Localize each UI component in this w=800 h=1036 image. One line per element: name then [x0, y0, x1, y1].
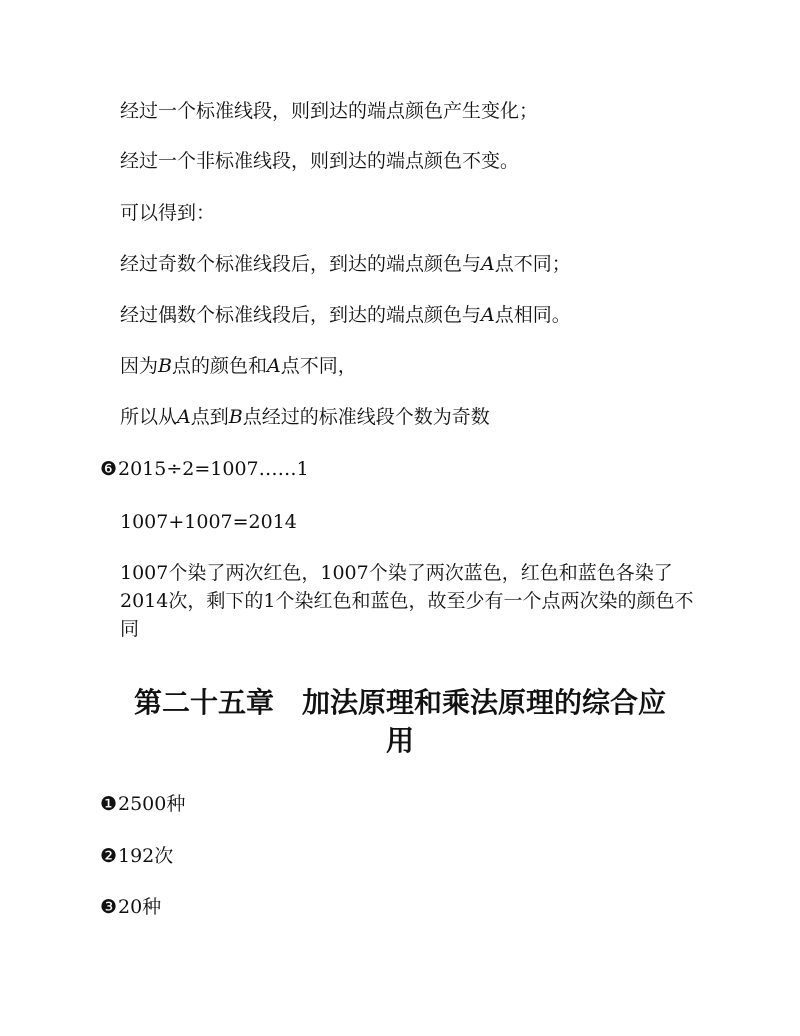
text-content: 点到 — [190, 406, 229, 428]
text-line — [120, 200, 215, 226]
text-content: 因为 — [120, 355, 159, 377]
text-content: 经过偶数个标准线段后，到达的端点颜色与 — [120, 304, 482, 326]
circled-number-marker: ❻ — [100, 458, 118, 480]
text-line — [120, 509, 297, 535]
text-content: 1007个染了两次红色，1007个染了两次蓝色，红色和蓝色各染了 — [120, 562, 673, 584]
text-content: 可以得到： — [120, 202, 216, 224]
text-content: 20种 — [118, 896, 162, 918]
text-content: 点不同， — [280, 355, 357, 377]
heading-line: 用 — [385, 724, 414, 757]
text-content: 点相同。 — [494, 304, 571, 326]
text-content: 经过一个标准线段，则到达的端点颜色产生变化； — [120, 100, 539, 122]
answer-item-2 — [100, 843, 173, 869]
text-line — [120, 98, 538, 124]
answer-item-1 — [100, 791, 185, 817]
text-line — [120, 148, 519, 174]
answer-item-6 — [100, 456, 309, 482]
heading-line: 第二十五章 加法原理和乘法原理的综合应 — [133, 686, 666, 719]
circled-number-marker: ❷ — [100, 845, 118, 867]
variable: A — [481, 253, 495, 275]
text-content: 2014次，剩下的1个染红色和蓝色，故至少有一个点两次染的颜色不 — [120, 590, 694, 612]
variable: B — [228, 406, 243, 428]
text-line — [120, 251, 571, 277]
variable: A — [481, 304, 495, 326]
text-line — [120, 353, 357, 379]
answer-item-3 — [100, 894, 161, 920]
text-paragraph — [120, 559, 705, 643]
chapter-heading — [110, 684, 690, 760]
text-content: 经过一个非标准线段，则到达的端点颜色不变。 — [120, 150, 520, 172]
variable: A — [177, 406, 191, 428]
text-content: 点不同； — [494, 253, 571, 275]
text-line — [120, 404, 490, 430]
text-content: 所以从 — [120, 406, 178, 428]
text-content: 点经过的标准线段个数为奇数 — [242, 406, 490, 428]
circled-number-marker: ❸ — [100, 896, 118, 918]
text-content: 同 — [120, 618, 140, 640]
text-content: 2500种 — [118, 793, 186, 815]
text-content: 点的颜色和 — [171, 355, 267, 377]
text-content: 2015÷2=1007……1 — [118, 458, 309, 480]
variable: B — [158, 355, 172, 377]
text-content: 1007+1007=2014 — [120, 511, 297, 533]
text-content: 经过奇数个标准线段后，到达的端点颜色与 — [120, 253, 482, 275]
text-line — [120, 302, 571, 328]
circled-number-marker: ❶ — [100, 793, 118, 815]
variable: A — [267, 355, 281, 377]
text-content: 192次 — [118, 845, 174, 867]
